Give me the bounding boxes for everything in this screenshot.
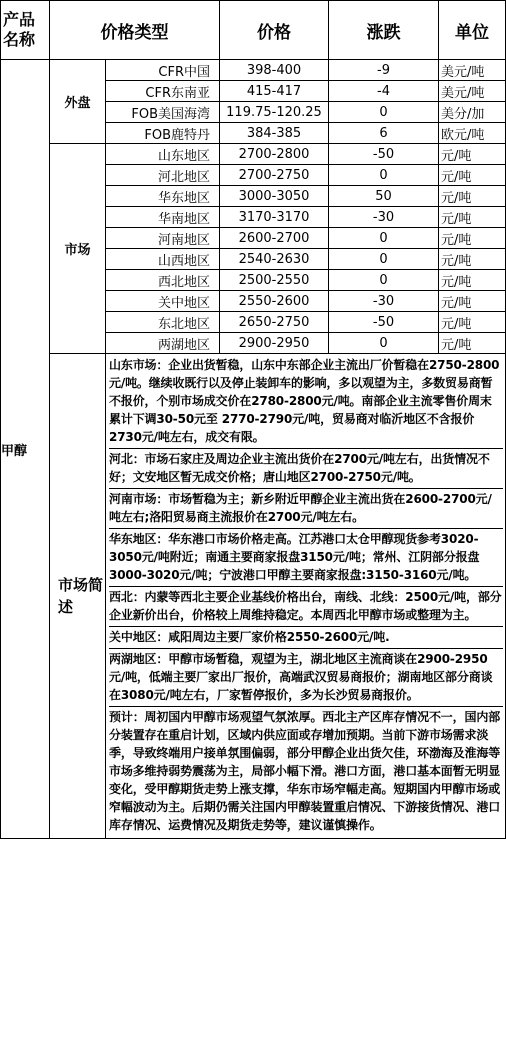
unit-cell: 美分/加	[439, 102, 506, 123]
description-paragraph: 河南市场：市场暂稳为主；新乡附近甲醇企业主流出货在2600-2700元/吨左右;洛阳贸易商主流报价在2700元/吨左右。	[109, 489, 503, 529]
price-type-cell: 河南地区	[106, 228, 220, 249]
description-paragraph: 关中地区：咸阳周边主要厂家价格2550-2600元/吨.	[109, 627, 503, 649]
price-cell: 3170-3170	[220, 207, 329, 228]
change-cell: -9	[329, 60, 439, 81]
header-change: 涨跌	[329, 1, 439, 60]
table-row	[1, 60, 506, 81]
change-cell: -30	[329, 207, 439, 228]
price-cell: 2700-2800	[220, 144, 329, 165]
category-overseas: 外盘	[50, 60, 106, 144]
description-box	[106, 354, 506, 839]
category-description: 市场简述	[50, 354, 106, 839]
price-cell: 2540-2630	[220, 249, 329, 270]
unit-cell: 元/吨	[439, 333, 506, 354]
price-cell: 2600-2700	[220, 228, 329, 249]
price-type-cell: 东北地区	[106, 312, 220, 333]
market-description-row	[1, 354, 506, 839]
change-cell: 0	[329, 249, 439, 270]
header-price: 价格	[220, 1, 329, 60]
change-cell: 0	[329, 165, 439, 186]
price-type-cell: 关中地区	[106, 291, 220, 312]
price-cell: 398-400	[220, 60, 329, 81]
price-cell: 3000-3050	[220, 186, 329, 207]
unit-cell: 美元/吨	[439, 60, 506, 81]
price-cell: 119.75-120.25	[220, 102, 329, 123]
price-cell: 2500-2550	[220, 270, 329, 291]
price-type-cell: CFR中国	[106, 60, 220, 81]
header-price-type: 价格类型	[50, 1, 220, 60]
change-cell: 0	[329, 333, 439, 354]
change-cell: -30	[329, 291, 439, 312]
unit-cell: 元/吨	[439, 312, 506, 333]
change-cell: 50	[329, 186, 439, 207]
unit-cell: 元/吨	[439, 186, 506, 207]
description-paragraph: 两湖地区：甲醇市场暂稳，观望为主，湖北地区主流商谈在2900-2950元/吨，低端主要厂家出厂报价，高端武汉贸易商报价；湖南地区部分商谈在3080元/吨左右，厂家暂停报价，多为长沙贸易商报价。	[109, 649, 503, 707]
unit-cell: 元/吨	[439, 207, 506, 228]
category-market: 市场	[50, 144, 106, 354]
description-paragraph: 华东地区：华东港口市场价格走高。江苏港口太仓甲醇现货参考3020-3050元/吨附近；南通主要商家报盘3150元/吨；常州、江阴部分报盘3000-3020元/吨；宁波港口甲醇主要商家报盘:3150-3160元/吨。	[109, 529, 503, 587]
price-cell: 2900-2950	[220, 333, 329, 354]
unit-cell: 元/吨	[439, 228, 506, 249]
change-cell: 0	[329, 228, 439, 249]
price-cell: 384-385	[220, 123, 329, 144]
price-cell: 2650-2750	[220, 312, 329, 333]
price-cell: 415-417	[220, 81, 329, 102]
unit-cell: 元/吨	[439, 165, 506, 186]
change-cell: 0	[329, 102, 439, 123]
product-cell: 甲醇	[1, 60, 50, 839]
price-cell: 2700-2750	[220, 165, 329, 186]
price-type-cell: 河北地区	[106, 165, 220, 186]
price-type-cell: 华东地区	[106, 186, 220, 207]
change-cell: -4	[329, 81, 439, 102]
header-row	[1, 1, 506, 60]
unit-cell: 元/吨	[439, 270, 506, 291]
description-paragraph: 预计：周初国内甲醇市场观望气氛浓厚。西北主产区库存情况不一，国内部分装置存在重启计划，区域内供应面或存增加预期。当前下游市场需求淡季，导致终端用户接单氛围偏弱，部分甲醇企业出货欠佳，环渤海及淮海等市场多维持弱势震荡为主，局部小幅下滑。港口方面，港口基本面暂无明显变化，受甲醇期货走势上涨支撑，华东市场窄幅走高。短期国内甲醇市场或窄幅波动为主。后期仍需关注国内甲醇装置重启情况、下游接货情况、港口库存情况、运费情况及期货走势等，建议谨慎操作。	[109, 710, 501, 832]
description-paragraph: 西北：内蒙等西北主要企业基线价格出台，南线、北线：2500元/吨，部分企业新价出台，价格较上周维持稳定。本周西北甲醇市场或整理为主。	[109, 587, 503, 627]
unit-cell: 欧元/吨	[439, 123, 506, 144]
change-cell: -50	[329, 144, 439, 165]
unit-cell: 元/吨	[439, 249, 506, 270]
price-type-cell: 西北地区	[106, 270, 220, 291]
unit-cell: 元/吨	[439, 144, 506, 165]
description-paragraph: 河北：市场石家庄及周边企业主流出货价在2700元/吨左右，出货情况不好；文安地区暂无成交价格；唐山地区2700-2750元/吨。	[109, 449, 503, 489]
price-type-cell: 山东地区	[106, 144, 220, 165]
price-type-cell: 山西地区	[106, 249, 220, 270]
change-cell: 0	[329, 270, 439, 291]
price-type-cell: 两湖地区	[106, 333, 220, 354]
price-type-cell: 华南地区	[106, 207, 220, 228]
header-product-name: 产品名称	[1, 1, 50, 60]
change-cell: -50	[329, 312, 439, 333]
description-paragraph: 山东市场：企业出货暂稳，山东中东部企业主流出厂价暂稳在2750-2800元/吨。继续收既行以及停止装卸车的影响，多以观望为主，多数贸易商暂不报价，个别市场成交价在2780-2800元/吨。南部企业主流零售价周末累计下调30-50元至 2770-2790元/吨，贸易商对临沂地区不含报价2730元/吨左右，成交有限。	[109, 355, 503, 449]
price-type-cell: FOB美国海湾	[106, 102, 220, 123]
change-cell: 6	[329, 123, 439, 144]
price-type-cell: FOB鹿特丹	[106, 123, 220, 144]
unit-cell: 美元/吨	[439, 81, 506, 102]
table-row	[1, 144, 506, 165]
header-unit: 单位	[439, 1, 506, 60]
price-cell: 2550-2600	[220, 291, 329, 312]
price-type-cell: CFR东南亚	[106, 81, 220, 102]
unit-cell: 元/吨	[439, 291, 506, 312]
